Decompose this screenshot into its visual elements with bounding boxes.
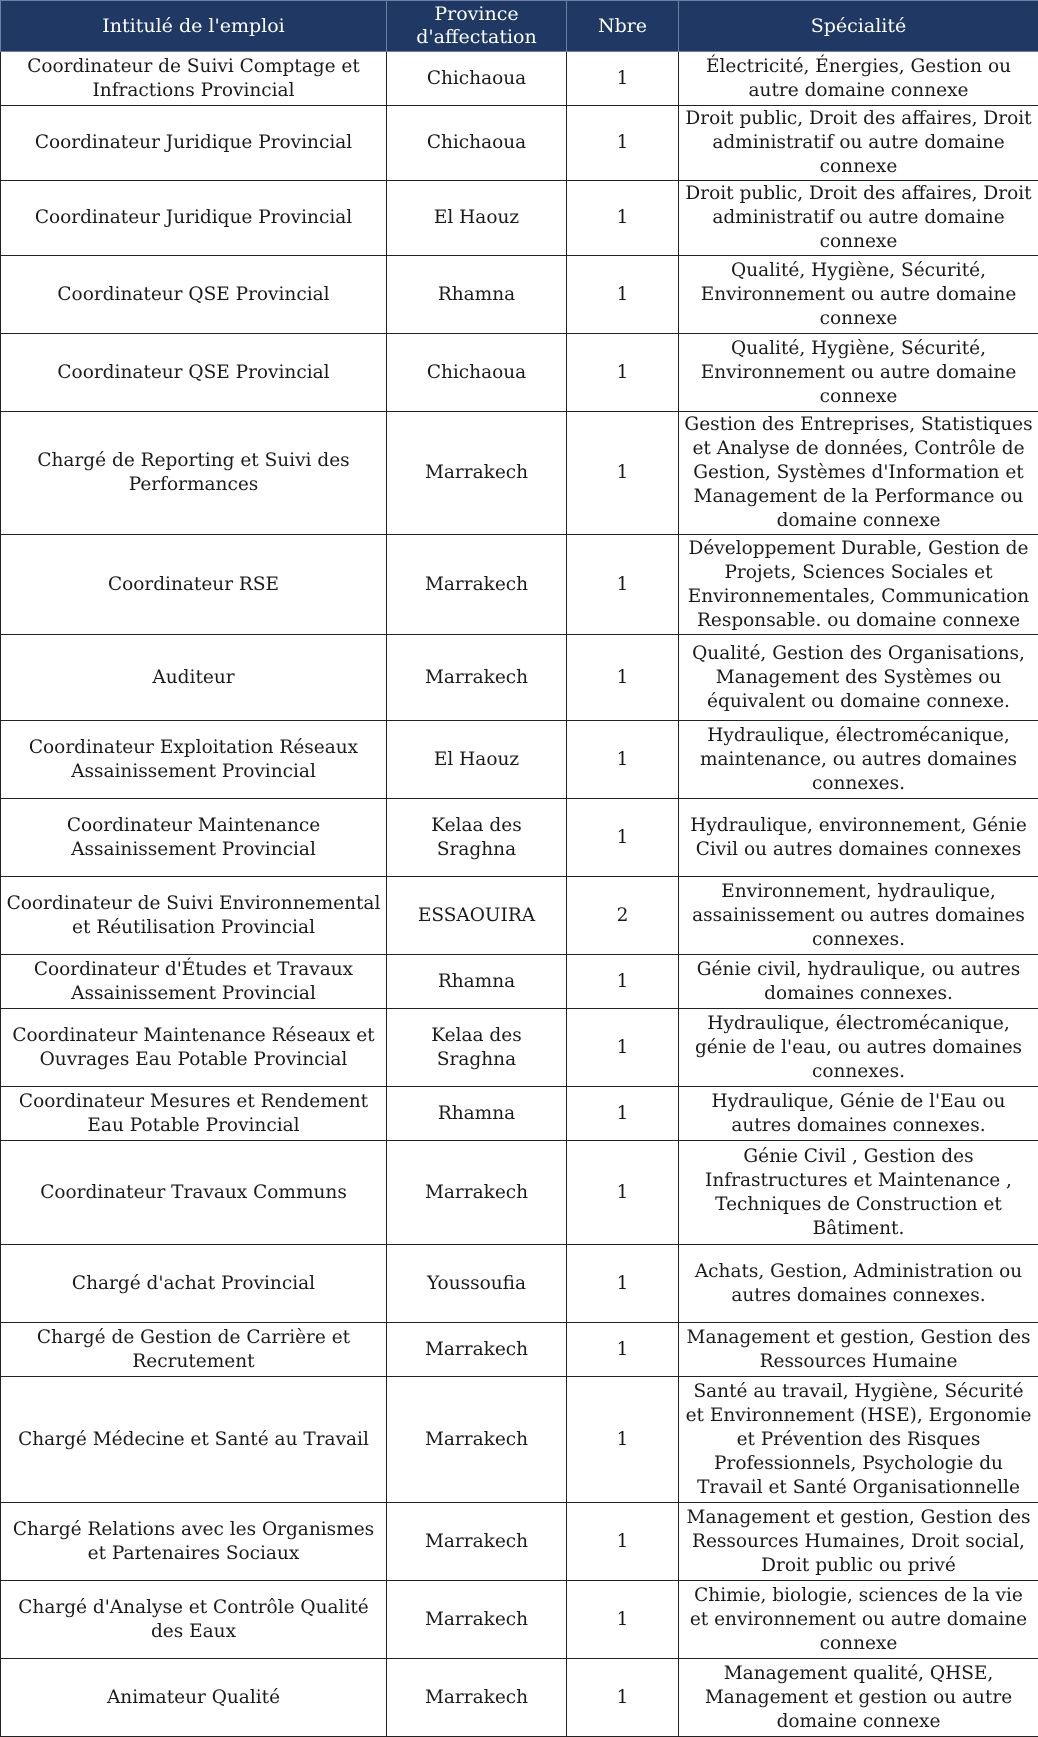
specialty-cell: Hydraulique, environnement, Génie Civil ou autres domaines connexes [679,799,1038,877]
count-cell: 1 [567,1245,679,1323]
province-cell: ESSAOUIRA [387,877,567,955]
count-cell: 1 [567,1377,679,1503]
province-cell: Rhamna [387,256,567,334]
job-title-cell: Auditeur [1,635,387,721]
table-row [1,256,1038,334]
count-cell: 1 [567,412,679,535]
count-cell: 1 [567,1009,679,1087]
province-cell: Marrakech [387,1377,567,1503]
job-title-cell: Chargé Relations avec les Organismes et Partenaires Sociaux [1,1503,387,1581]
province-cell: Chichaoua [387,106,567,181]
specialty-cell: Hydraulique, électromécanique, génie de l'eau, ou autres domaines connexes. [679,1009,1038,1087]
count-cell: 1 [567,181,679,256]
job-title-cell: Coordinateur de Suivi Comptage et Infractions Provincial [1,52,387,106]
job-title-cell: Coordinateur Mesures et Rendement Eau Potable Provincial [1,1087,387,1141]
count-cell: 1 [567,1087,679,1141]
table-row [1,1503,1038,1581]
header-row [1,1,1038,52]
province-cell: Marrakech [387,412,567,535]
province-cell: Marrakech [387,1581,567,1659]
specialty-cell: Développement Durable, Gestion de Projets, Sciences Sociales et Environnementales, Communication Responsable. ou domaine connexe [679,535,1038,635]
table-row [1,535,1038,635]
table-row [1,181,1038,256]
job-title-cell: Animateur Qualité [1,1659,387,1737]
job-title-cell: Coordinateur QSE Provincial [1,256,387,334]
count-cell: 1 [567,1503,679,1581]
table-row [1,1377,1038,1503]
job-title-cell: Coordinateur RSE [1,535,387,635]
job-title-cell: Chargé d'achat Provincial [1,1245,387,1323]
specialty-cell: Électricité, Énergies, Gestion ou autre domaine connexe [679,52,1038,106]
job-title-cell: Coordinateur Travaux Communs [1,1141,387,1245]
job-title-cell: Coordinateur Maintenance Assainissement Provincial [1,799,387,877]
province-cell: Kelaa des Sraghna [387,1009,567,1087]
specialty-cell: Génie civil, hydraulique, ou autres domaines connexes. [679,955,1038,1009]
table-body [1,52,1038,1737]
specialty-cell: Achats, Gestion, Administration ou autres domaines connexes. [679,1245,1038,1323]
table-row [1,721,1038,799]
job-title-cell: Chargé de Gestion de Carrière et Recrutement [1,1323,387,1377]
count-cell: 1 [567,106,679,181]
count-cell: 1 [567,1659,679,1737]
job-title-cell: Chargé Médecine et Santé au Travail [1,1377,387,1503]
province-cell: Marrakech [387,1659,567,1737]
province-cell: Marrakech [387,535,567,635]
table-row [1,635,1038,721]
specialty-cell: Management et gestion, Gestion des Ressources Humaines, Droit social, Droit public ou privé [679,1503,1038,1581]
specialty-cell: Chimie, biologie, sciences de la vie et environnement ou autre domaine connexe [679,1581,1038,1659]
table-row [1,799,1038,877]
job-title-cell: Coordinateur Juridique Provincial [1,106,387,181]
specialty-cell: Hydraulique, Génie de l'Eau ou autres domaines connexes. [679,1087,1038,1141]
count-cell: 1 [567,721,679,799]
header-specialty: Spécialité [679,1,1038,52]
job-title-cell: Coordinateur Maintenance Réseaux et Ouvrages Eau Potable Provincial [1,1009,387,1087]
count-cell: 2 [567,877,679,955]
count-cell: 1 [567,799,679,877]
table-row [1,1009,1038,1087]
table-row [1,1245,1038,1323]
table-row [1,412,1038,535]
specialty-cell: Hydraulique, électromécanique, maintenance, ou autres domaines connexes. [679,721,1038,799]
job-title-cell: Chargé de Reporting et Suivi des Performances [1,412,387,535]
table-row [1,1323,1038,1377]
specialty-cell: Droit public, Droit des affaires, Droit administratif ou autre domaine connexe [679,106,1038,181]
specialty-cell: Management et gestion, Gestion des Ressources Humaine [679,1323,1038,1377]
specialty-cell: Qualité, Gestion des Organisations, Management des Systèmes ou équivalent ou domaine connexe. [679,635,1038,721]
job-title-cell: Coordinateur Exploitation Réseaux Assainissement Provincial [1,721,387,799]
job-title-cell: Coordinateur Juridique Provincial [1,181,387,256]
province-cell: El Haouz [387,181,567,256]
header-province: Province d'affectation [387,1,567,52]
table-row [1,877,1038,955]
specialty-cell: Qualité, Hygiène, Sécurité, Environnement ou autre domaine connexe [679,256,1038,334]
count-cell: 1 [567,955,679,1009]
table-row [1,52,1038,106]
table-row [1,106,1038,181]
count-cell: 1 [567,256,679,334]
specialty-cell: Génie Civil , Gestion des Infrastructures et Maintenance , Techniques de Construction et Bâtiment. [679,1141,1038,1245]
province-cell: Kelaa des Sraghna [387,799,567,877]
province-cell: Chichaoua [387,52,567,106]
header-count: Nbre [567,1,679,52]
province-cell: Chichaoua [387,334,567,412]
table-row [1,1141,1038,1245]
count-cell: 1 [567,535,679,635]
table-row [1,955,1038,1009]
job-title-cell: Coordinateur QSE Provincial [1,334,387,412]
specialty-cell: Management qualité, QHSE, Management et gestion ou autre domaine connexe [679,1659,1038,1737]
count-cell: 1 [567,635,679,721]
specialty-cell: Environnement, hydraulique, assainissement ou autres domaines connexes. [679,877,1038,955]
job-title-cell: Coordinateur d'Études et Travaux Assainissement Provincial [1,955,387,1009]
table-header [1,1,1038,52]
province-cell: Marrakech [387,635,567,721]
count-cell: 1 [567,1141,679,1245]
province-cell: Youssoufia [387,1245,567,1323]
job-title-cell: Chargé d'Analyse et Contrôle Qualité des Eaux [1,1581,387,1659]
table-row [1,1087,1038,1141]
count-cell: 1 [567,1581,679,1659]
count-cell: 1 [567,334,679,412]
table-row [1,1659,1038,1737]
specialty-cell: Santé au travail, Hygiène, Sécurité et Environnement (HSE), Ergonomie et Prévention des Risques Professionnels, Psychologie du Travail et Santé Organisationnelle [679,1377,1038,1503]
province-cell: El Haouz [387,721,567,799]
province-cell: Marrakech [387,1141,567,1245]
job-title-cell: Coordinateur de Suivi Environnemental et Réutilisation Provincial [1,877,387,955]
specialty-cell: Gestion des Entreprises, Statistiques et Analyse de données, Contrôle de Gestion, Systèmes d'Information et Management de la Performance ou domaine connexe [679,412,1038,535]
province-cell: Marrakech [387,1503,567,1581]
specialty-cell: Droit public, Droit des affaires, Droit administratif ou autre domaine connexe [679,181,1038,256]
specialty-cell: Qualité, Hygiène, Sécurité, Environnement ou autre domaine connexe [679,334,1038,412]
province-cell: Rhamna [387,1087,567,1141]
count-cell: 1 [567,52,679,106]
header-job-title: Intitulé de l'emploi [1,1,387,52]
province-cell: Rhamna [387,955,567,1009]
table-row [1,1581,1038,1659]
province-cell: Marrakech [387,1323,567,1377]
table-row [1,334,1038,412]
count-cell: 1 [567,1323,679,1377]
